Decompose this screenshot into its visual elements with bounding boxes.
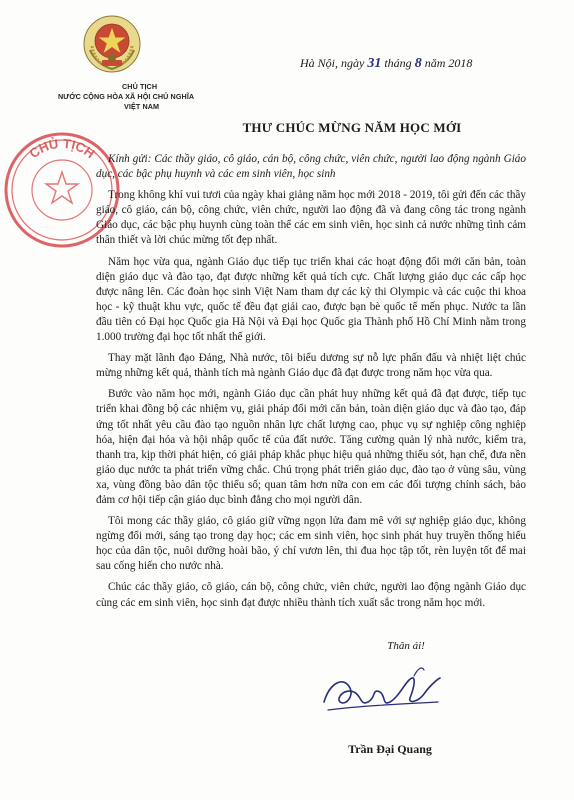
signer-name: Trần Đại Quang [348, 742, 432, 756]
date-year: năm 2018 [424, 56, 473, 70]
issuer-country-line: NƯỚC CỘNG HÒA XÃ HỘI CHỦ NGHĨA [58, 92, 195, 101]
greeting: Kính gửi: Các thầy giáo, cô giáo, cán bộ, công chức, viên chức, người lao động ngành Giáo dục, các bậc phụ huynh và các em sinh viên, học sinh [96, 153, 526, 181]
date-day: 31 [367, 56, 382, 71]
closing-text: Thân ái! [387, 640, 425, 652]
svg-text:CHỦ TỊCH: CHỦ TỊCH [26, 135, 98, 162]
date-line [300, 56, 530, 72]
issuer-block [58, 82, 268, 112]
paragraph-4: Bước vào năm học mới, ngành Giáo dục cần phát huy những kết quả đã đạt được, tiếp tục triển khai đồng bộ các nhiệm vụ, giải pháp đổi mới căn bản, toàn diện giáo dục và đào tạo, đáp ứng tốt nhất yêu cầu đào tạo nguồn nhân lực chất lượng cao, phục vụ sự nghiệp công nghiệp hóa, hiện đại hóa và hội nhập quốc tế của đất nước. Tăng cường quản lý nhà nước, kiểm tra, thanh tra, kịp thời phát hiện, có giải pháp khắc phục hiệu quả những thiếu sót, hạn chế, đưa nền giáo dục nước ta phát triển vững chắc. Chú trọng phát triển giáo dục, đào tạo ở vùng sâu, vùng xa, vùng đồng bào dân tộc thiểu số; quan tâm hơn nữa con em các đối tượng chính sách, bảo đảm cơ hội tiếp cận giáo dục bình đẳng cho mọi người dân. [96, 388, 526, 506]
letter-body [96, 152, 526, 617]
issuer-country-name: VIỆT NAM [124, 102, 160, 111]
date-prefix: Hà Nội, ngày [300, 56, 365, 70]
national-emblem-icon [82, 14, 142, 74]
paragraph-3: Thay mặt lãnh đạo Đảng, Nhà nước, tôi biểu dương sự nỗ lực phấn đấu và nhiệt liệt chúc mừng những kết quả, thành tích mà ngành Giáo dục đã đạt được trong năm học vừa qua. [96, 352, 526, 380]
handwritten-signature [310, 658, 450, 728]
date-month: 8 [414, 56, 422, 71]
paragraph-5: Tôi mong các thầy giáo, cô giáo giữ vững ngọn lửa đam mê với sự nghiệp giáo dục, không ngừng đổi mới, sáng tạo trong dạy học; các em sinh viên, học sinh phát huy truyền thống hiếu học của dân tộc, nuôi dưỡng hoài bão, ý chí vươn lên, thi đua học tập tốt, rèn luyện tốt để mai sau cống hiến cho nước nhà. [96, 515, 526, 573]
paragraph-6: Chúc các thầy giáo, cô giáo, cán bộ, công chức, viên chức, người lao động ngành Giáo dục cùng các em sinh viên, học sinh đạt được nhiều thành tích xuất sắc trong năm học mới. [96, 581, 526, 609]
issuer-title: CHỦ TỊCH [122, 82, 158, 91]
paragraph-2: Năm học vừa qua, ngành Giáo dục tiếp tục triển khai các hoạt động đổi mới căn bản, toàn diện giáo dục và đào tạo, đạt được những kết quả tích cực. Chất lượng giáo dục các cấp học được nâng lên. Các đoàn học sinh Việt Nam tham dự các kỳ thi Olympic và các cuộc thi khoa học - kỹ thuật khu vực, quốc tế đều đạt giải cao, được bạn bè quốc tế mến phục. Nước ta lần đầu tiên có Đại học Quốc gia Hà Nội và Đại học Quốc gia Thành phố Hồ Chí Minh nằm trong 1.000 trường đại học tốt nhất thế giới. [96, 255, 526, 344]
letter-title: THƯ CHÚC MỪNG NĂM HỌC MỚI [242, 120, 462, 135]
date-month-word: tháng [384, 56, 412, 70]
paragraph-1: Trong không khí vui tươi của ngày khai giảng năm học mới 2018 - 2019, tôi gửi đến các thầy giáo, cô giáo, cán bộ, công chức, viên chức, người lao động đã và đang công tác trong ngành Giáo dục, các bậc phụ huynh cùng toàn thể các em sinh viên, học sinh cả nước những tình cảm thân thiết và lời chúc mừng tốt đẹp nhất. [96, 189, 526, 247]
